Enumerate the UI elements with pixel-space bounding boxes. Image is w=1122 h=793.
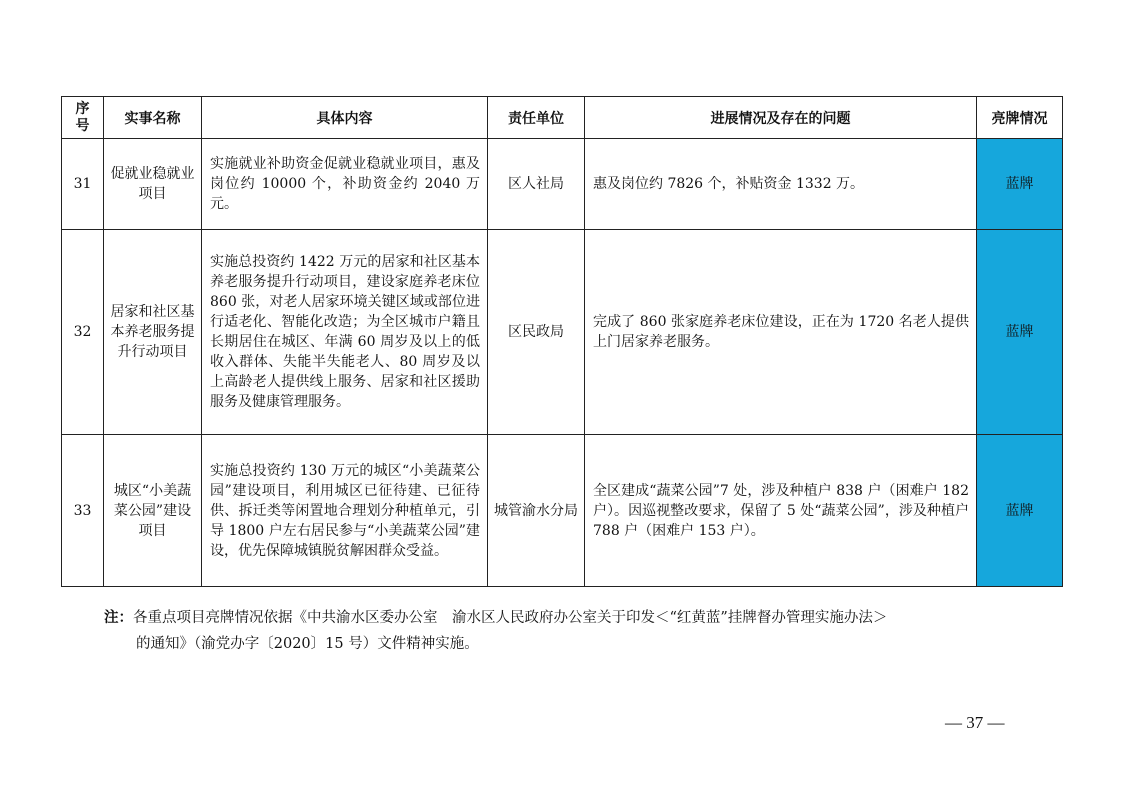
row-seq: 32 bbox=[62, 230, 104, 435]
table-row bbox=[62, 435, 1063, 587]
progress-table bbox=[61, 96, 1063, 587]
row-rating-badge: 蓝牌 bbox=[977, 435, 1063, 587]
row-name: 城区“小美蔬菜公园”建设项目 bbox=[104, 435, 202, 587]
row-unit: 区人社局 bbox=[488, 139, 585, 230]
footnote-label: 注： bbox=[104, 610, 133, 626]
row-progress: 完成了 860 张家庭养老床位建设，正在为 1720 名老人提供上门居家养老服务。 bbox=[585, 230, 977, 435]
row-unit: 区民政局 bbox=[488, 230, 585, 435]
header-seq: 序 号 bbox=[62, 97, 104, 139]
row-rating-badge: 蓝牌 bbox=[977, 139, 1063, 230]
row-rating-badge: 蓝牌 bbox=[977, 230, 1063, 435]
header-rating: 亮牌情况 bbox=[977, 97, 1063, 139]
row-name: 居家和社区基本养老服务提升行动项目 bbox=[104, 230, 202, 435]
page-number: — 37 — bbox=[945, 713, 1005, 732]
footnote-line-2: 的通知》（渝党办字〔2020〕15 号）文件精神实施。 bbox=[136, 636, 479, 652]
row-content: 实施总投资约 130 万元的城区“小美蔬菜公园”建设项目，利用城区已征待建、已征待供、拆迁类等闲置地合理划分种植单元，引导 1800 户左右居民参与“小美蔬菜公园”建设，优先保障城镇脱贫解困群众受益。 bbox=[202, 435, 488, 587]
footnote-text-1: 各重点项目亮牌情况依据《中共渝水区委办公室 渝水区人民政府办公室关于印发＜“红黄蓝”挂牌督办管理实施办法＞ bbox=[133, 610, 888, 626]
row-content: 实施总投资约 1422 万元的居家和社区基本养老服务提升行动项目，建设家庭养老床位 860 张，对老人居家环境关键区域或部位进行适老化、智能化改造；为全区城市户籍且长期居住在城区、年满 60 周岁及以上的低收入群体、失能半失能老人、80 周岁及以上高龄老人提供线上服务、居家和社区援助服务及健康管理服务。 bbox=[202, 230, 488, 435]
header-content: 具体内容 bbox=[202, 97, 488, 139]
footnote-line-1 bbox=[104, 605, 1004, 631]
row-unit: 城管渝水分局 bbox=[488, 435, 585, 587]
row-seq: 33 bbox=[62, 435, 104, 587]
table-row bbox=[62, 230, 1063, 435]
header-name: 实事名称 bbox=[104, 97, 202, 139]
header-unit: 责任单位 bbox=[488, 97, 585, 139]
row-content: 实施就业补助资金促就业稳就业项目，惠及岗位约 10000 个，补助资金约 2040 万元。 bbox=[202, 139, 488, 230]
header-progress: 进展情况及存在的问题 bbox=[585, 97, 977, 139]
footnote bbox=[104, 605, 1004, 657]
row-progress: 惠及岗位约 7826 个，补贴资金 1332 万。 bbox=[585, 139, 977, 230]
row-progress: 全区建成“蔬菜公园”7 处，涉及种植户 838 户（困难户 182 户）。因巡视整改要求，保留了 5 处“蔬菜公园”，涉及种植户 788 户（困难户 153 户）。 bbox=[585, 435, 977, 587]
row-name: 促就业稳就业项目 bbox=[104, 139, 202, 230]
row-seq: 31 bbox=[62, 139, 104, 230]
table-header-row bbox=[62, 97, 1063, 139]
table-row bbox=[62, 139, 1063, 230]
